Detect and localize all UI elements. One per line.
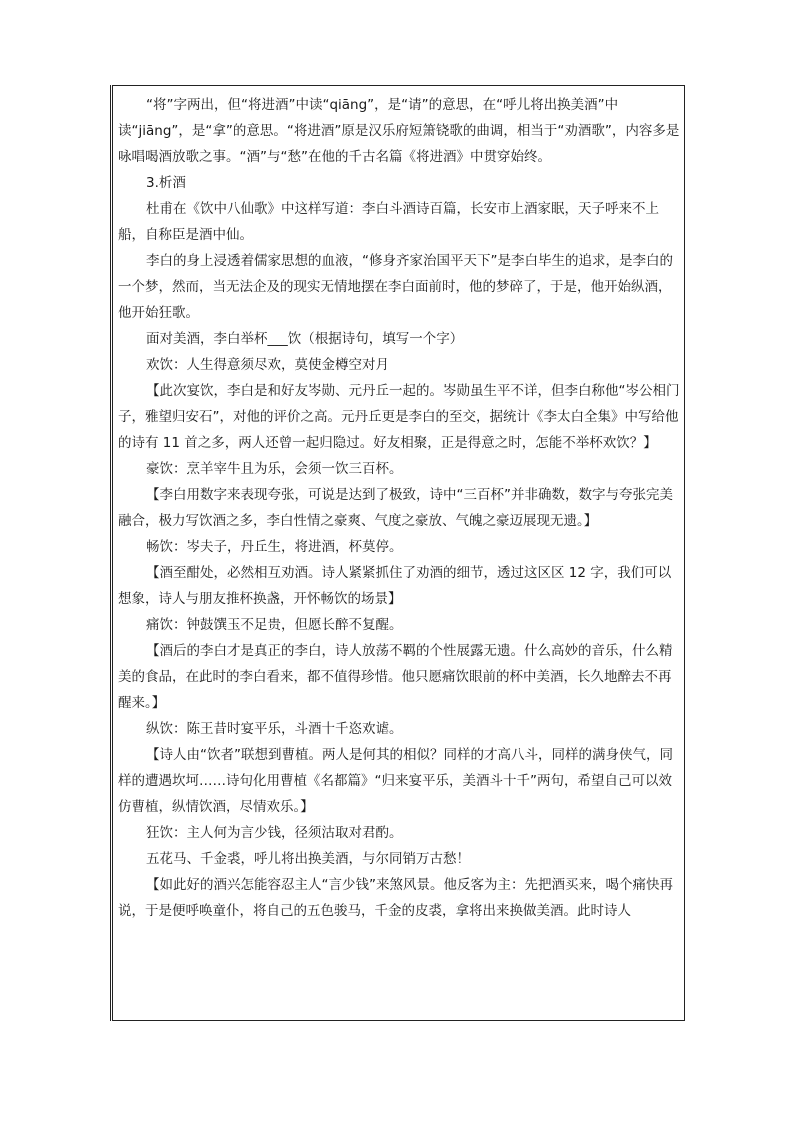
commentary: 【李白用数字来表现夸张，可说是达到了极致，诗中“三百杯”并非确数，数字与夸张完美融合，极力写饮酒之多，李白性情之豪爽、气度之豪放、气魄之豪迈展现无遗。】: [118, 487, 673, 529]
paragraph: 杜甫在《饮中八仙歌》中这样写道：李白斗酒诗百篇，长安市上酒家眠，天子呼来不上船，自称臣是酒中仙。: [118, 201, 659, 243]
poem-line: 狂饮：主人何为言少钱，径须沽取对君酌。: [146, 825, 403, 841]
commentary: 【酒至酣处，必然相互劝酒。诗人紧紧抓住了劝酒的细节，透过这区区 12 字，我们可以想象，诗人与朋友推杯换盏，开怀畅饮的场景】: [118, 565, 672, 607]
poem-line: 畅饮：岑夫子，丹丘生，将进酒，杯莫停。: [146, 539, 403, 555]
poem-line: 豪饮：烹羊宰牛且为乐，会须一饮三百杯。: [146, 461, 403, 477]
poem-line: 痛饮：钟鼓馔玉不足贵，但愿长醉不复醒。: [146, 617, 403, 633]
commentary: 【诗人由“饮者”联想到曹植。两人是何其的相似？同样的才高八斗，同样的满身侠气，同样的遭遇坎坷……诗句化用曹植《名都篇》“归来宴平乐，美酒斗十千”两句，希望自己可以效仿曹植，纵情饮酒，尽情欢乐。】: [118, 747, 673, 815]
poem-line: 欢饮：人生得意须尽欢，莫使金樽空对月: [146, 357, 389, 373]
paragraph: “将”字两出，但“将进酒”中读“qiāng”，是“请”的意思，在“呼儿将出换美酒”中读“jiāng”，是“拿”的意思。“将进酒”原是汉乐府短箫铙歌的曲调，相当于“劝酒歌”，内容多是咏唱喝酒放歌之事。“酒”与“愁”在他的千古名篇《将进酒》中贯穿始终。: [118, 97, 680, 165]
poem-line: 五花马、千金裘，呼儿将出换美酒，与尔同销万古愁！: [146, 851, 470, 867]
question-prompt: 面对美酒，李白举杯___饮（根据诗句，填写一个字）: [146, 331, 464, 347]
section-heading: 3.析酒: [146, 175, 186, 191]
frame-left-rule: [110, 85, 111, 1021]
commentary: 【此次宴饮，李白是和好友岑勋、元丹丘一起的。岑勋虽生平不详，但李白称他“岑公相门子，雅望归安石”，对他的评价之高。元丹丘更是李白的至交，据统计《李太白全集》中写给他的诗有 11 首之多，两人还曾一起归隐过。好友相聚，正是得意之时，怎能不举杯欢饮？】: [118, 383, 680, 451]
document-body: [118, 92, 680, 924]
commentary: 【如此好的酒兴怎能容忍主人“言少钱”来煞风景。他反客为主：先把酒买来，喝个痛快再说，于是便呼唤童仆，将自己的五色骏马，千金的皮裘，拿将出来换做美酒。此时诗人: [118, 877, 673, 919]
paragraph: 李白的身上浸透着儒家思想的血液，“修身齐家治国平天下”是李白毕生的追求，是李白的一个梦，然而，当无法企及的现实无情地摆在李白面前时，他的梦碎了，于是，他开始纵酒，他开始狂歌。: [118, 253, 673, 321]
poem-line: 纵饮：陈王昔时宴平乐，斗酒十千恣欢谑。: [146, 721, 403, 737]
commentary: 【酒后的李白才是真正的李白，诗人放荡不羁的个性展露无遗。什么高妙的音乐，什么精美的食品，在此时的李白看来，都不值得珍惜。他只愿痛饮眼前的杯中美酒，长久地醉去不再醒来。】: [118, 643, 673, 711]
